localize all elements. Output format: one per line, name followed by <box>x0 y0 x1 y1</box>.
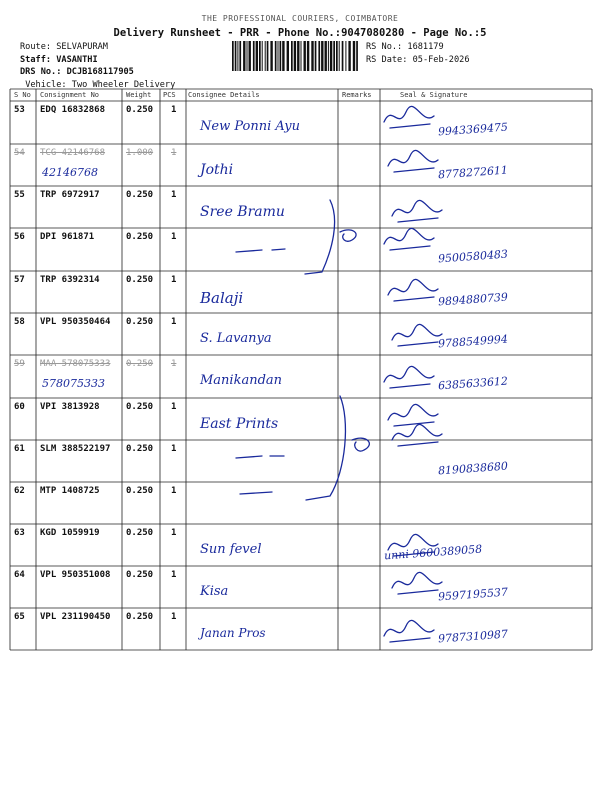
bracket-icon <box>306 396 345 500</box>
col-weight: Weight <box>126 91 152 99</box>
row-pcs: 1 <box>171 612 177 622</box>
row-consignment-no: SLM 388522197 <box>40 444 111 454</box>
rs-date-label: RS Date: <box>366 54 408 65</box>
signature-icon <box>392 200 442 222</box>
signature-icon <box>392 324 442 346</box>
bracket-icon <box>305 200 335 274</box>
bracket-loop-icon <box>352 438 369 451</box>
row-pcs: 1 <box>171 317 177 327</box>
row-pcs: 1 <box>171 190 177 200</box>
handwritten-phone: 8778272611 <box>437 163 509 182</box>
row-consignment-no: VPL 950351008 <box>40 570 111 580</box>
row-consignment-no: MTP 1408725 <box>40 486 100 496</box>
row-pcs: 1 <box>171 232 177 242</box>
handwritten-consignee-name: Sun fevel <box>200 542 262 557</box>
handwritten-consignment-no: 42146768 <box>42 166 98 179</box>
page-title: Delivery Runsheet - PRR - Phone No.:9047080280 - Page No.:5 <box>113 27 487 39</box>
handwritten-consignee-name: Manikandan <box>200 373 283 388</box>
row-sno: 59 <box>14 359 25 369</box>
staff-label: Staff: <box>20 54 52 65</box>
ditto-dash-icon <box>236 249 285 252</box>
row-sno: 56 <box>14 232 25 242</box>
signature-icon <box>392 424 442 446</box>
handwritten-phone: 9788549994 <box>437 332 509 351</box>
staff-value: VASANTHI <box>56 54 98 65</box>
col-sno: S No <box>14 91 31 99</box>
row-weight: 0.250 <box>126 232 154 242</box>
row-pcs: 1 <box>171 402 177 412</box>
row-weight: 0.250 <box>126 612 154 622</box>
row-pcs: 1 <box>171 275 177 285</box>
row-weight: 0.250 <box>126 402 154 412</box>
vehicle-value: Two Wheeler Delivery <box>71 79 176 90</box>
row-consignment-no: VPI 3813928 <box>40 402 100 412</box>
row-consignment-no: VPL 231190450 <box>40 612 111 622</box>
row-pcs: 1 <box>171 528 177 538</box>
rs-no-value: 1681179 <box>407 42 444 52</box>
handwritten-consignee-name: Balaji <box>200 289 244 307</box>
row-weight: 0.250 <box>126 317 154 327</box>
signature-icon <box>392 572 442 594</box>
signature-icon <box>384 620 434 642</box>
handwritten-consignee-name: East Prints <box>200 416 279 432</box>
row-sno: 54 <box>14 148 25 158</box>
signature-icon <box>388 534 438 556</box>
row-sno: 57 <box>14 275 25 285</box>
signature-icon <box>384 228 434 250</box>
row-consignment-no: KGD 1059919 <box>40 528 100 538</box>
row-consignment-no: MAA 578075333 <box>40 359 111 369</box>
row-weight: 0.250 <box>126 275 154 285</box>
row-sno: 53 <box>14 105 25 115</box>
handwritten-phone: 9894880739 <box>437 290 509 309</box>
handwritten-phone: unni 9600389058 <box>383 542 483 563</box>
drs-label: DRS No.: <box>20 67 62 77</box>
handwritten-consignee-name: New Ponni Ayu <box>200 119 300 134</box>
col-consignee: Consignee Details <box>188 91 260 99</box>
row-pcs: 1 <box>171 359 177 369</box>
ditto-dash-icon <box>240 492 272 494</box>
row-sno: 58 <box>14 317 25 327</box>
handwritten-consignee-name: Janan Pros <box>200 626 266 640</box>
handwritten-consignee-name: Sree Bramu <box>200 204 285 220</box>
rs-date-value: 05-Feb-2026 <box>412 54 470 65</box>
ditto-dash-icon <box>236 456 284 458</box>
row-pcs: 1 <box>171 570 177 580</box>
rs-no-label: RS No.: <box>366 42 403 52</box>
handwritten-phone: 8190838680 <box>437 459 509 478</box>
row-weight: 0.250 <box>126 570 154 580</box>
row-consignment-no: TCG 42146768 <box>40 148 106 158</box>
handwritten-phone: 6385633612 <box>437 374 509 393</box>
handwritten-phone: 9787310987 <box>437 627 509 646</box>
row-weight: 0.250 <box>126 190 154 200</box>
row-sno: 61 <box>14 444 25 454</box>
row-consignment-no: TRP 6972917 <box>40 190 100 200</box>
row-sno: 60 <box>14 402 25 412</box>
row-consignment-no: TRP 6392314 <box>40 275 100 285</box>
handwritten-consignment-no: 578075333 <box>42 377 105 390</box>
row-sno: 64 <box>14 570 25 580</box>
row-consignment-no: VPL 950350464 <box>40 317 111 327</box>
drs-value: DCJB168117905 <box>66 67 134 77</box>
company-line: THE PROFESSIONAL COURIERS, COIMBATORE <box>201 14 399 23</box>
route-label: Route: <box>20 42 52 52</box>
row-weight: 0.250 <box>126 528 154 538</box>
row-sno: 55 <box>14 190 25 200</box>
row-weight: 0.250 <box>126 359 154 369</box>
signature-icon <box>388 279 438 301</box>
row-consignment-no: DPI 961871 <box>40 232 95 242</box>
handwritten-phone: 9943369475 <box>437 120 509 139</box>
row-sno: 63 <box>14 528 25 538</box>
signature-icon <box>384 366 434 388</box>
row-consignment-no: EDQ 16832868 <box>40 105 106 115</box>
signature-icon <box>388 150 438 172</box>
row-pcs: 1 <box>171 486 177 496</box>
col-pcs: PCS <box>163 91 176 99</box>
row-weight: 0.250 <box>126 444 154 454</box>
row-sno: 65 <box>14 612 25 622</box>
handwritten-phone: 9597195537 <box>437 585 509 604</box>
handwritten-consignee-name: S. Lavanya <box>200 331 272 346</box>
row-weight: 1.000 <box>126 148 154 158</box>
signature-icon <box>388 404 438 426</box>
handwritten-phone: 9500580483 <box>437 247 509 266</box>
handwritten-consignee-name: Jothi <box>200 162 234 178</box>
vehicle-label: Vehicle: <box>25 79 67 90</box>
col-consignment: Consignment No <box>40 91 100 99</box>
row-pcs: 1 <box>171 444 177 454</box>
row-pcs: 1 <box>171 148 177 158</box>
handwritten-consignee-name: Kisa <box>200 584 229 599</box>
signature-icon <box>384 106 434 128</box>
col-seal: Seal & Signature <box>400 91 468 99</box>
row-weight: 0.250 <box>126 105 154 115</box>
row-pcs: 1 <box>171 105 177 115</box>
col-remarks: Remarks <box>342 91 372 99</box>
row-sno: 62 <box>14 486 25 496</box>
bracket-loop-icon <box>340 230 356 241</box>
route-value: SELVAPURAM <box>56 42 108 52</box>
row-weight: 0.250 <box>126 486 154 496</box>
